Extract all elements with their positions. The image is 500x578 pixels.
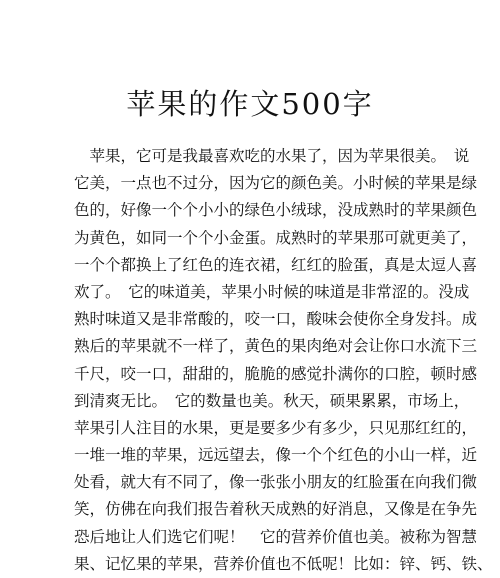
essay-line: 一堆一堆的苹果，远远望去，像一个个红色的小山一样，近 [74, 446, 478, 465]
essay-line: 色的，好像一个个小小的绿色小绒球，没成熟时的苹果颜色 [74, 201, 478, 220]
essay-line: 熟后的苹果就不一样了，黄色的果肉绝对会让你口水流下三 [74, 337, 478, 356]
essay-body [74, 143, 493, 578]
essay-line: 苹果，它可是我最喜欢吃的水果了，因为苹果很美。 说 [74, 147, 470, 165]
essay-line: 处看，就大有不同了，像一张张小朋友的红脸蛋在向我们微 [74, 473, 478, 492]
essay-line: 欢了。 它的味道美，苹果小时候的味道是非常涩的。没成 [74, 282, 470, 301]
essay-line: 果、记忆果的苹果，营养价值也不低呢！比如：锌、钙、铁、 [74, 554, 493, 573]
essay-line: 它美，一点也不过分，因为它的颜色美。小时候的苹果是绿 [74, 174, 478, 193]
essay-line: 为黄色，如同一个个小金蛋。成熟时的苹果那可就更美了， [74, 228, 478, 247]
essay-line: 千尺，咬一口，甜甜的，脆脆的感觉扑满你的口腔，顿时感 [74, 364, 478, 383]
essay-line: 苹果引人注目的水果，更是要多少有多少，只见那红红的， [74, 418, 478, 437]
essay-line: 笑，仿佛在向我们报告着秋天成熟的好消息，又像是在争先 [74, 500, 478, 519]
essay-line: 熟时味道又是非常酸的，咬一口，酸味会使你全身发抖。成 [74, 310, 478, 329]
document-title: 苹果的作文500字 [126, 87, 374, 121]
essay-line: 到清爽无比。 它的数量也美。秋天，硕果累累，市场上， [74, 391, 470, 410]
essay-line: 恐后地让人们选它们呢！ 它的营养价值也美。被称为智慧 [74, 527, 478, 546]
essay-line: 一个个都换上了红色的连衣裙，红红的脸蛋，真是太逗人喜 [74, 255, 478, 274]
